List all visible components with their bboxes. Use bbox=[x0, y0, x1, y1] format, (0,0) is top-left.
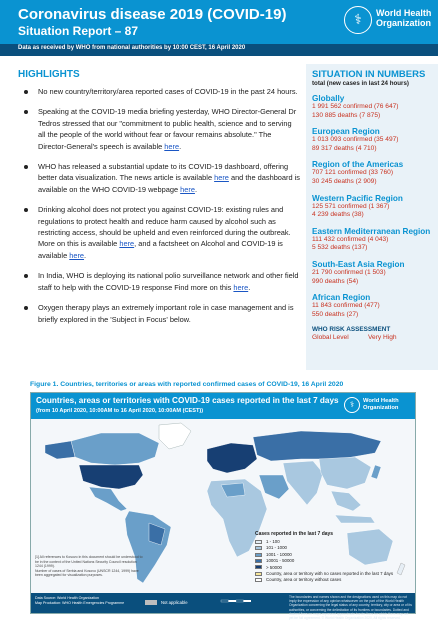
highlight-text: . bbox=[248, 282, 251, 292]
region-confirmed: 707 121 confirmed (33 760) bbox=[312, 169, 394, 177]
region-block bbox=[312, 160, 432, 186]
highlights-heading: HIGHLIGHTS bbox=[18, 69, 80, 80]
region-deaths: 130 885 deaths (7 875) bbox=[312, 111, 381, 119]
map-note-2: Number of cases of Serbia and Kosovo (UNSCR 1244, 1999) have been aggregated for visualization purposes. bbox=[35, 568, 139, 578]
map-header bbox=[31, 393, 415, 419]
legend-title: Cases reported in the last 7 days bbox=[255, 531, 334, 537]
region-name: Region of the Americas bbox=[312, 160, 404, 170]
highlight-item bbox=[23, 161, 301, 195]
highlight-link[interactable]: here bbox=[180, 184, 195, 194]
legend-label: > 50000 bbox=[266, 564, 282, 570]
region-deaths: 30 245 deaths (2 909) bbox=[312, 177, 377, 185]
legend-swatch bbox=[255, 540, 262, 544]
legend-items bbox=[255, 539, 394, 584]
highlight-text: . bbox=[179, 141, 182, 151]
region-block bbox=[312, 127, 432, 153]
map-legend bbox=[255, 531, 394, 584]
highlight-text: No new country/territory/area reported cases of COVID-19 in the past 24 hours. bbox=[38, 87, 298, 96]
region-block bbox=[312, 194, 432, 220]
data-source: Data Source: World Health Organization bbox=[35, 596, 100, 600]
region-block bbox=[312, 260, 432, 286]
legend-item bbox=[255, 577, 365, 583]
region-deaths: 89 317 deaths (4 710) bbox=[312, 144, 377, 152]
region-deaths: 4 239 deaths (38) bbox=[312, 211, 364, 219]
map-disclaimer bbox=[289, 595, 413, 620]
highlight-link[interactable]: here bbox=[69, 250, 85, 260]
map-notes bbox=[35, 555, 145, 578]
highlight-text: , and a factsheet on Alcohol and COVID-19 is available bbox=[38, 239, 283, 260]
region-deaths: 990 deaths (54) bbox=[312, 277, 359, 285]
region-confirmed: 21 790 confirmed (1 503) bbox=[312, 268, 386, 276]
situation-subtitle: total (new cases in last 24 hours) bbox=[312, 80, 409, 87]
region-confirmed: 125 571 confirmed (1 367) bbox=[312, 202, 390, 210]
region-name: Eastern Mediterranean Region bbox=[312, 226, 431, 236]
region-confirmed: 11 843 confirmed (477) bbox=[312, 302, 380, 310]
legend-label: 101 - 1000 bbox=[266, 545, 287, 551]
map-who-logo-text: World Health Organization bbox=[363, 398, 399, 411]
region-confirmed: 1 991 562 confirmed (76 647) bbox=[312, 103, 399, 110]
region-name: Globally bbox=[312, 94, 345, 103]
highlight-link[interactable]: here bbox=[233, 282, 249, 292]
highlight-item bbox=[23, 106, 301, 152]
who-emblem-icon: ⚕ bbox=[344, 6, 372, 34]
region-name: South-East Asia Region bbox=[312, 259, 405, 269]
map-subtitle: (from 10 April 2020, 10:00AM to 16 April 2020, 10:00AM (CEST)) bbox=[36, 408, 204, 414]
map-credits bbox=[35, 596, 124, 606]
legend-label: 10001 - 50000 bbox=[266, 558, 295, 564]
highlight-link[interactable]: here bbox=[164, 141, 180, 151]
region-name: European Region bbox=[312, 127, 380, 137]
risk-assessment-row bbox=[312, 333, 432, 342]
map-who-logo bbox=[344, 396, 414, 416]
legend-swatch bbox=[255, 546, 262, 550]
report-title: Coronavirus disease 2019 (COVID-19) bbox=[18, 6, 287, 23]
highlight-item bbox=[23, 204, 301, 261]
not-applicable-swatch bbox=[145, 600, 157, 605]
scale-bar bbox=[221, 597, 251, 607]
region-list bbox=[312, 94, 432, 319]
highlight-item bbox=[23, 270, 301, 293]
region-confirmed: 1 013 093 confirmed (35 497) bbox=[312, 136, 399, 144]
report-banner bbox=[0, 0, 438, 44]
highlights-list bbox=[23, 86, 301, 334]
map-note-1: [1] All references to Kosovo in this document should be understood to be in the context of the United Nations Security Council resolution 1244 (1999). bbox=[35, 555, 143, 569]
data-note-bar bbox=[0, 44, 438, 56]
not-applicable-legend bbox=[145, 600, 188, 605]
highlight-item bbox=[23, 302, 301, 325]
map-who-emblem-icon: ⚕ bbox=[344, 397, 360, 413]
legend-swatch bbox=[255, 572, 262, 576]
region-deaths: 5 532 deaths (137) bbox=[312, 244, 368, 252]
highlight-link[interactable]: here bbox=[214, 173, 229, 183]
region-name: African Region bbox=[312, 293, 371, 303]
highlight-text: and the dashboard is available on the WHO COVID-19 webpage bbox=[38, 173, 300, 194]
highlight-text: Speaking at the COVID-19 media briefing yesterday, WHO Director-General Dr Tedros stressed that our "commitment to public health, science and to serving all the people of the world without fear or favour remains absolute." The Director-General's speech is available bbox=[38, 107, 297, 151]
situation-title: SITUATION IN NUMBERS bbox=[312, 69, 426, 80]
data-note: Data as received by WHO from national authorities by 10:00 CEST, 16 April 2020 bbox=[18, 45, 246, 51]
map-title: Countries, areas or territories with COVID-19 cases reported in the last 7 days bbox=[36, 396, 339, 405]
region-block bbox=[312, 94, 432, 120]
region-name: Western Pacific Region bbox=[312, 193, 403, 203]
who-logo bbox=[344, 6, 434, 36]
legend-label: 1001 - 10000 bbox=[266, 551, 292, 557]
highlight-item bbox=[23, 86, 301, 97]
risk-level-value: Very High bbox=[368, 334, 397, 342]
situation-in-numbers-panel bbox=[306, 64, 438, 370]
legend-swatch bbox=[255, 553, 262, 557]
legend-label: Country, area or territory without cases bbox=[266, 577, 342, 583]
legend-swatch bbox=[255, 565, 262, 569]
legend-swatch bbox=[255, 578, 262, 582]
risk-assessment-title: WHO RISK ASSESSMENT bbox=[312, 326, 391, 334]
highlight-text: In India, WHO is deploying its national polio surveillance network and other field staff to help with the COVID-19 response Find more on this bbox=[38, 271, 299, 292]
not-applicable-label: Not applicable bbox=[161, 600, 188, 605]
highlight-text: Drinking alcohol does not protect you against COVID-19: existing rules and regulations to protect health and reduce harm caused by alcohol such as restricting access, should be upheld and even reinforced during the outbreak. More on this is available bbox=[38, 205, 291, 249]
region-confirmed: 111 432 confirmed (4 043) bbox=[312, 235, 389, 243]
legend-swatch bbox=[255, 559, 262, 563]
canada-shape bbox=[71, 433, 159, 465]
map-production: Map Production: WHO Health Emergencies Programme bbox=[35, 601, 125, 605]
highlight-link[interactable]: here bbox=[119, 239, 135, 249]
legend-label: 1 - 100 bbox=[266, 539, 280, 544]
disclaimer-text: The boundaries and names shown and the designations used on this map do not imply the expression of any opinion whatsoever on the part of the World Health Organization concerning the legal status of any country, territory, city or area or of its authorities, or concerning the delimitation of its frontiers or boundaries. Dotted and dashed lines on maps represent approximate border lines for which there may not yet be full agreement. bbox=[289, 595, 412, 620]
region-deaths: 550 deaths (27) bbox=[312, 310, 359, 318]
scale-bar-segment bbox=[236, 600, 244, 602]
scale-bar-segment bbox=[221, 600, 229, 602]
figure-caption: Figure 1. Countries, territories or areas with reported confirmed cases of COVID-19, 16 April 2020 bbox=[30, 381, 344, 388]
risk-level-label: Global Level bbox=[312, 334, 349, 342]
legend-label: Country, area or territory with no cases reported in the last 7 days bbox=[266, 571, 394, 577]
highlight-text: WHO has released a substantial update to its COVID-19 dashboard, offering better data visualization. The news article is available bbox=[38, 162, 289, 183]
region-block bbox=[312, 227, 432, 253]
map-footer bbox=[31, 593, 415, 620]
who-logo-text: World Health Organization bbox=[376, 8, 432, 28]
highlight-text: . bbox=[194, 184, 197, 194]
copyright: © World Health Organization 2020, All rights reserved. bbox=[321, 616, 401, 620]
covid-map-figure bbox=[30, 392, 416, 620]
highlight-text: Oxygen therapy plays an extremely important role in case management and is briefly explored in the 'Subject in Focus' below. bbox=[38, 303, 294, 324]
report-subtitle: Situation Report – 87 bbox=[18, 24, 139, 38]
highlight-text: . bbox=[84, 250, 87, 260]
region-block bbox=[312, 293, 432, 319]
